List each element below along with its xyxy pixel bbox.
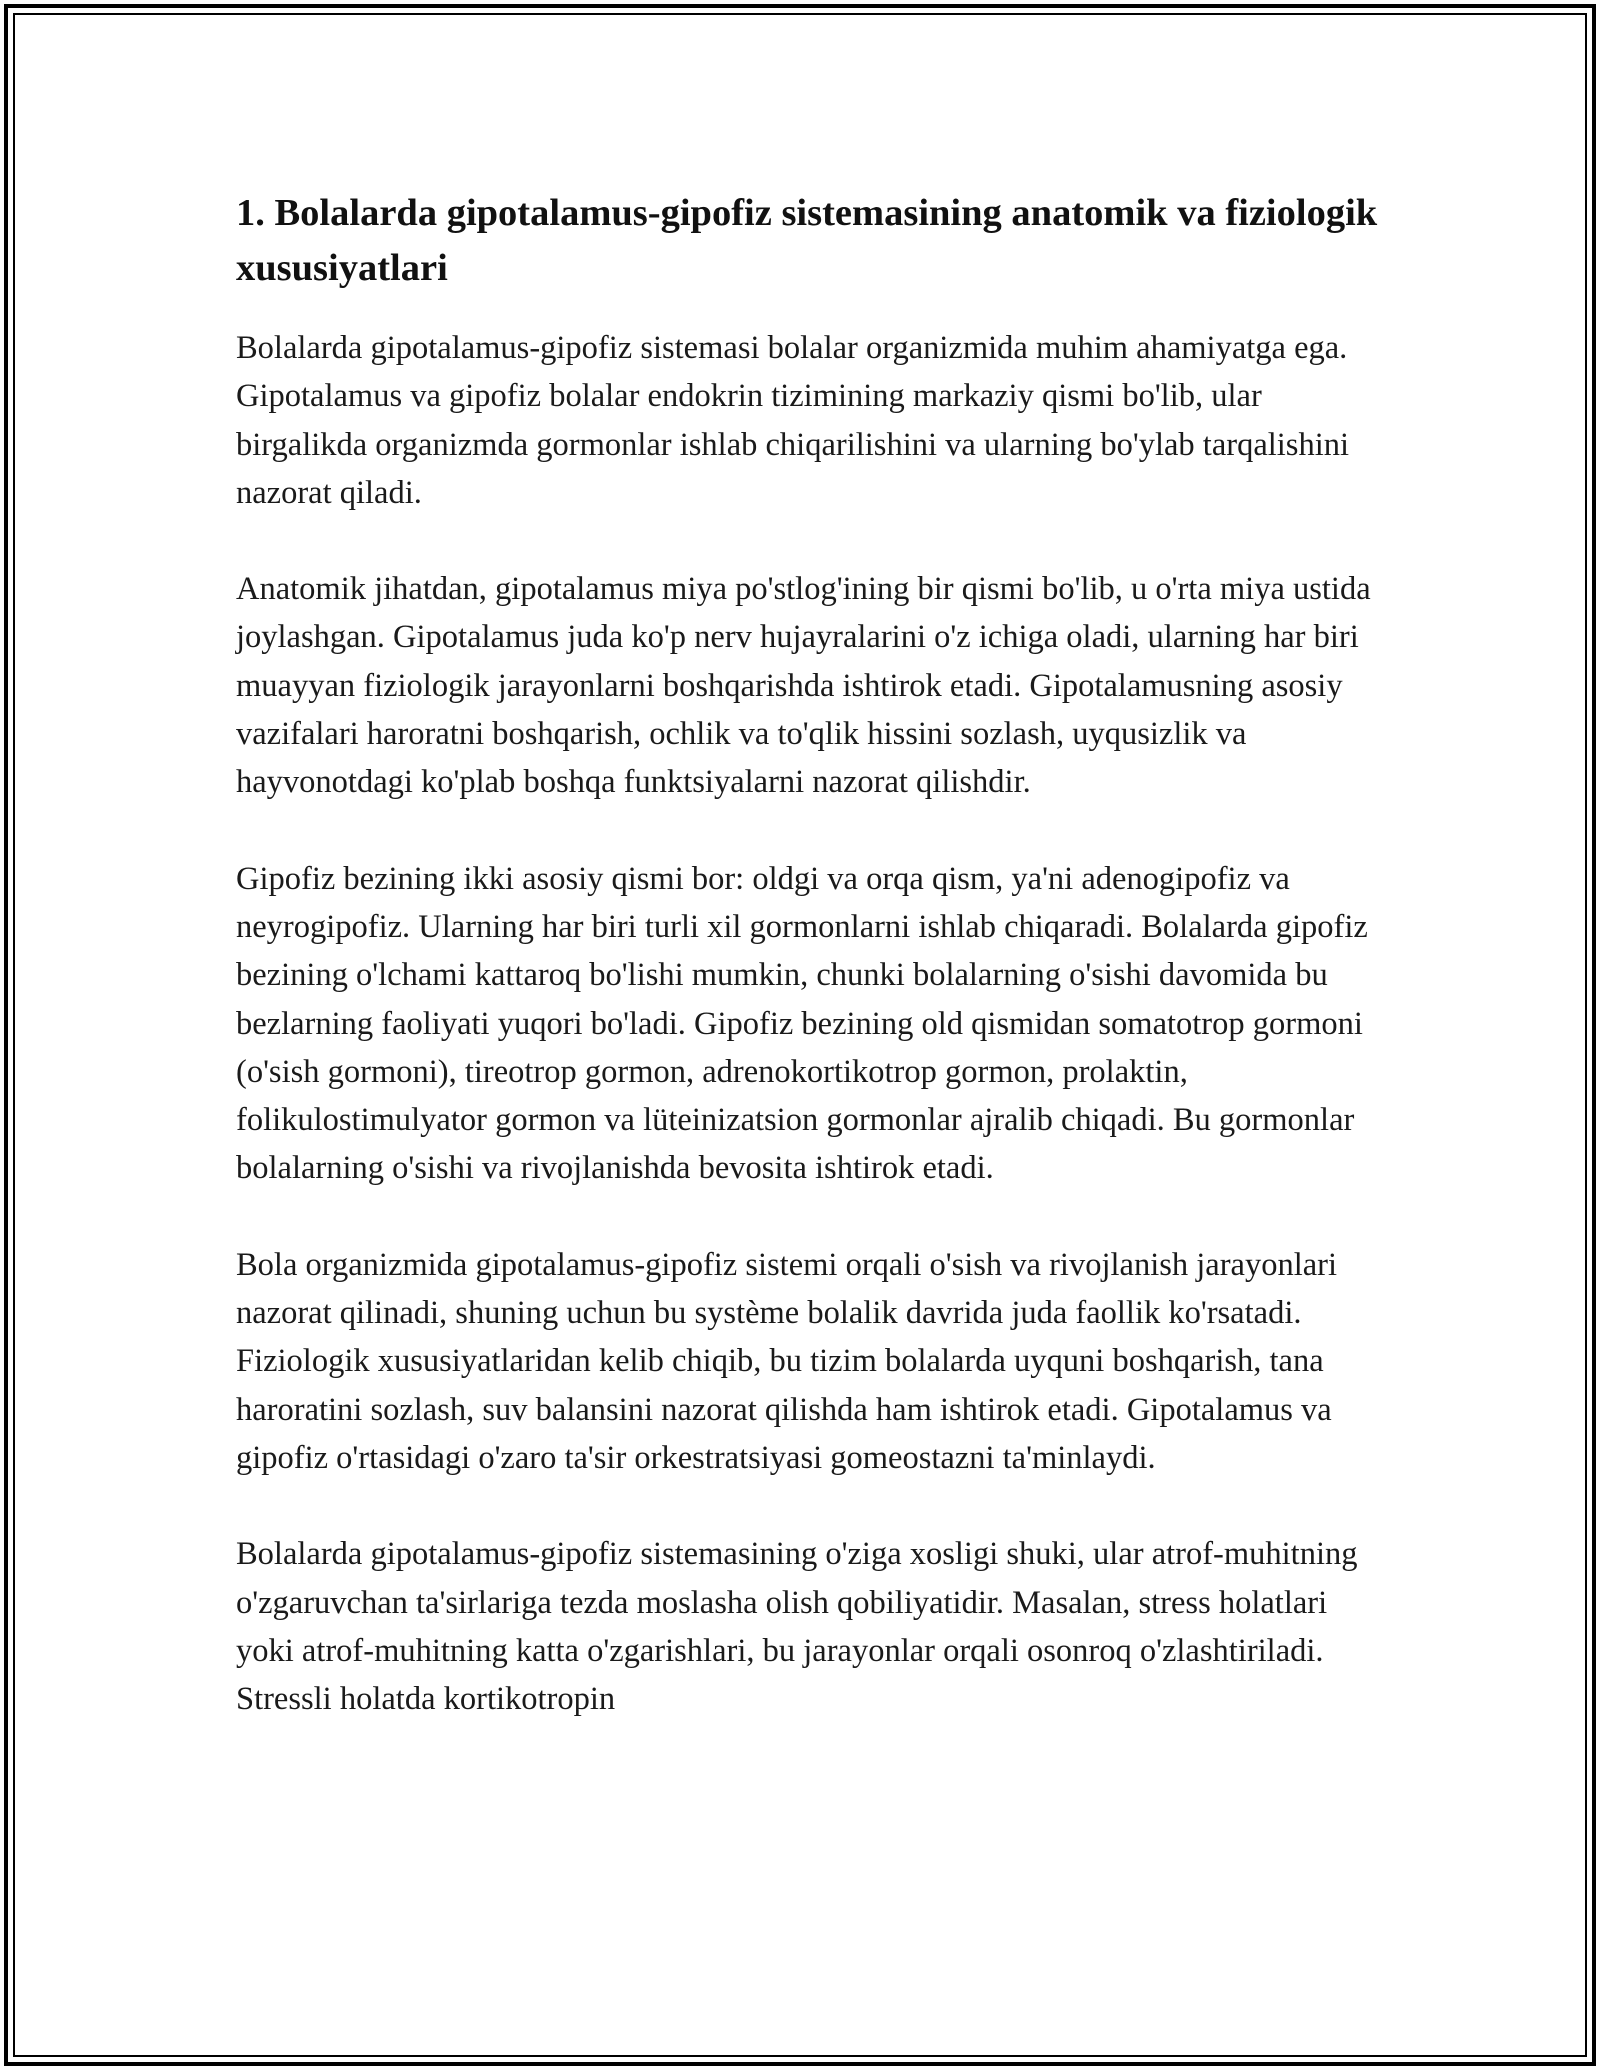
document-body [236,186,1386,1771]
paragraph-2: Anatomik jihatdan, gipotalamus miya po'stlog'ining bir qismi bo'lib, u o'rta miya ustida joylashgan. Gipotalamus juda ko'p nerv hujayralarini o'z ichiga oladi, ularning har biri muayyan fiziologik jarayonlarni boshqarishda ishtirok etadi. Gipotalamusning asosiy vazifalari haroratni boshqarish, ochlik va to'qlik hissini sozlash, uyqusizlik va hayvonotdagi ko'plab boshqa funktsiyalarni nazorat qilishdir. [236,571,1371,801]
paragraph-1: Bolalarda gipotalamus-gipofiz sistemasi bolalar organizmida muhim ahamiyatga ega. Gipotalamus va gipofiz bolalar endokrin tizimining markaziy qismi bo'lib, ular birgalikda organizmda gormonlar ishlab chiqarilishini va ularning bo'ylab tarqalishini nazorat qiladi. [236,330,1350,511]
paragraph-5: Bolalarda gipotalamus-gipofiz sistemasining o'ziga xosligi shuki, ular atrof-muhitning o'zgaruvchan ta'sirlariga tezda moslasha olish qobiliyatidir. Masalan, stress holatlari yoki atrof-muhitning katta o'zgarishlari, bu jarayonlar orqali osonroq o'zlashtiriladi. Stressli holatda kortikotropin [236,1536,1358,1718]
paragraph-4: Bola organizmida gipotalamus-gipofiz sistemi orqali o'sish va rivojlanish jarayonlari nazorat qilinadi, shuning uchun bu système bolalik davrida juda faollik ko'rsatadi. Fiziologik xususiyatlaridan kelib chiqib, bu tizim bolalarda uyquni boshqarish, tana haroratini sozlash, suv balansini nazorat qilishda ham ishtirok etadi. Gipotalamus va gipofiz o'rtasidagi o'zaro ta'sir orkestratsiyasi gomeostazni ta'minlaydi. [236,1246,1338,1476]
section-heading: 1. Bolalarda gipotalamus-gipofiz sistemasining anatomik va fiziologik xususiyatlari [236,192,1378,289]
paragraph-3: Gipofiz bezining ikki asosiy qismi bor: oldgi va orqa qism, ya'ni adenogipofiz va neyrogipofiz. Ularning har biri turli xil gormonlarni ishlab chiqaradi. Bolalarda gipofiz bezining o'lchami kattaroq bo'lishi mumkin, chunki bolalarning o'sishi davomida bu bezlarning faoliyati yuqori bo'ladi. Gipofiz bezining old qismidan somatotrop gormoni (o'sish gormoni), tireotrop gormon, adrenokortikotrop gormon, prolaktin, folikulostimulyator gormon va lüteinizatsion gormonlar ajralib chiqadi. Bu gormonlar bolalarning o'sishi va rivojlanishda bevosita ishtirok etadi. [236,860,1368,1187]
